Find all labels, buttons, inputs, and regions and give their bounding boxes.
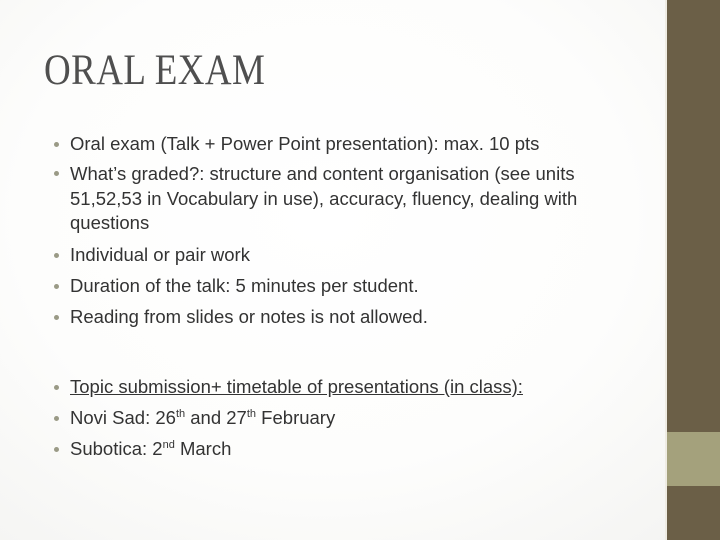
subotica-sup: nd: [162, 439, 175, 451]
novi-sad-sup1: th: [175, 408, 186, 420]
bullet-individual-pair: Individual or pair work: [52, 239, 627, 270]
subotica-prefix: Subotica: 2: [70, 438, 163, 459]
bullet-whats-graded: What’s graded?: structure and content organisation (see units 51,52,53 in Vocabulary in use), accuracy, fluency, dealing with questions: [52, 159, 627, 239]
bullet-oral-exam: Oral exam (Talk + Power Point presentation): max. 10 pts: [52, 128, 627, 159]
bullet-novi-sad: [52, 402, 627, 433]
novi-sad-sup2: th: [246, 408, 257, 420]
sidebar-accent-block: [667, 432, 720, 486]
bullet-reading-not-allowed: Reading from slides or notes is not allowed.: [52, 301, 627, 332]
bullet-list-requirements: [52, 128, 627, 332]
bullet-topic-submission: [52, 371, 627, 402]
subotica-suffix: March: [174, 438, 232, 459]
topic-submission-text: Topic submission+ timetable of presentations (in class):: [70, 376, 523, 397]
bullet-list-schedule: [52, 371, 627, 464]
novi-sad-suffix: February: [256, 407, 336, 428]
novi-sad-prefix: Novi Sad: 26: [70, 407, 176, 428]
novi-sad-middle: and 27: [185, 407, 247, 428]
bullet-subotica: [52, 433, 627, 464]
bullet-duration: Duration of the talk: 5 minutes per student.: [52, 270, 627, 301]
slide-title: ORAL EXAM: [44, 47, 266, 94]
